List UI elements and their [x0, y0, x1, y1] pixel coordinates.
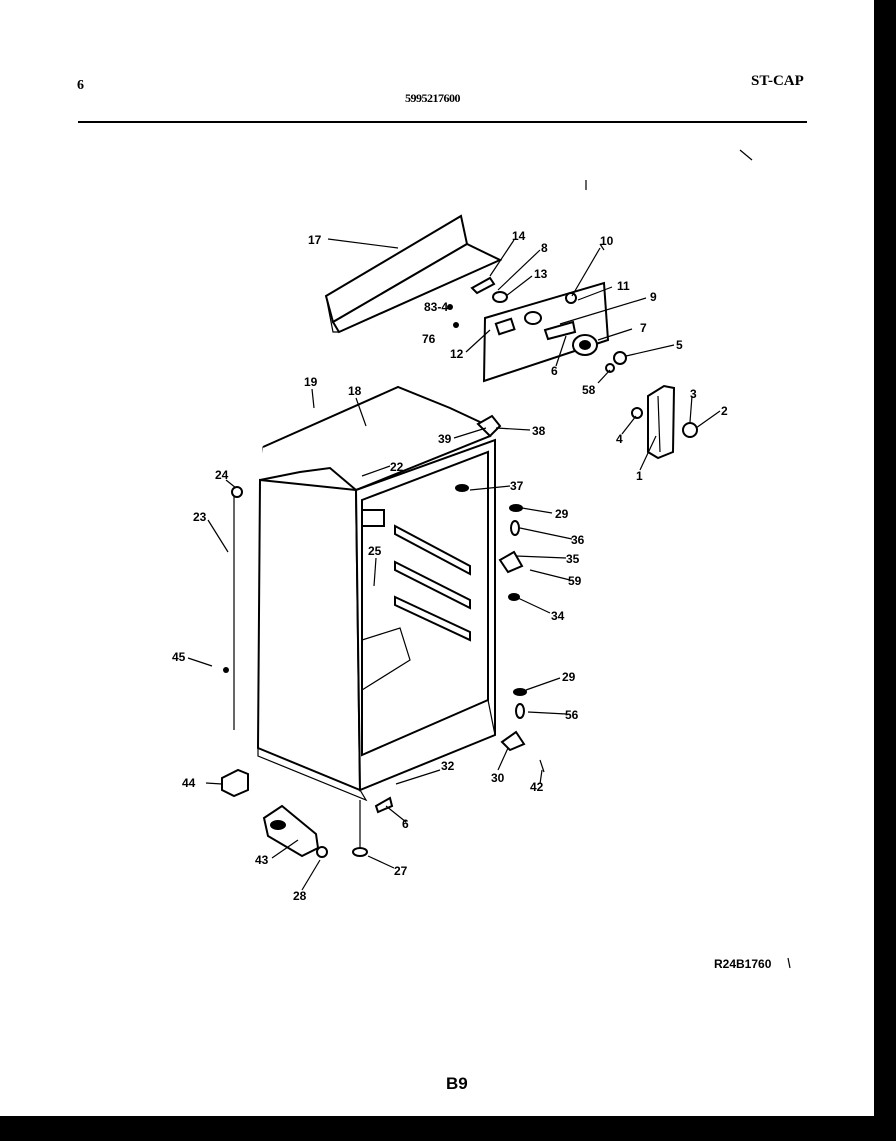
- callout-9: 9: [650, 290, 657, 304]
- stray-marks: [586, 150, 790, 968]
- door-trim-part: [632, 386, 697, 458]
- callout-34: 34: [551, 609, 565, 623]
- callout-8: 8: [541, 241, 548, 255]
- callout-6: 6: [551, 364, 558, 378]
- callout-14: 14: [512, 229, 526, 243]
- callout-45: 45: [172, 650, 186, 664]
- callout-18: 18: [348, 384, 362, 398]
- callout-58: 58: [582, 383, 596, 397]
- part-number: 5995217600: [405, 91, 460, 105]
- callout-22: 22: [390, 460, 404, 474]
- callout-25: 25: [368, 544, 382, 558]
- callout-44: 44: [182, 776, 196, 790]
- callout-19: 19: [304, 375, 318, 389]
- callout-23: 23: [193, 510, 207, 524]
- callout-42: 42: [530, 780, 544, 794]
- callout-12: 12: [450, 347, 464, 361]
- callout-29-lower: 29: [562, 670, 576, 684]
- callout-3: 3: [690, 387, 697, 401]
- callout-10: 10: [600, 234, 614, 248]
- page-number: 6: [77, 78, 84, 93]
- model-code: ST-CAP: [751, 73, 804, 89]
- page-code: B9: [446, 1074, 468, 1093]
- callout-30: 30: [491, 771, 505, 785]
- top-cover-part: [326, 216, 500, 332]
- callout-35: 35: [566, 552, 580, 566]
- callout-37: 37: [510, 479, 524, 493]
- callout-59: 59: [568, 574, 582, 588]
- callout-7: 7: [640, 321, 647, 335]
- callout-29-upper: 29: [555, 507, 569, 521]
- callout-13: 13: [534, 267, 548, 281]
- callout-24: 24: [215, 468, 229, 482]
- callout-6-lower: 6: [402, 817, 409, 831]
- callout-32: 32: [441, 759, 455, 773]
- callout-17: 17: [308, 233, 322, 247]
- callout-11: 11: [617, 279, 630, 293]
- callout-5: 5: [676, 338, 683, 352]
- callout-1: 1: [636, 469, 643, 483]
- callout-4: 4: [616, 432, 623, 446]
- callout-39: 39: [438, 432, 452, 446]
- callout-36: 36: [571, 533, 585, 547]
- callout-38: 38: [532, 424, 546, 438]
- callout-27: 27: [394, 864, 408, 878]
- cabinet-part: [258, 387, 495, 800]
- callout-43: 43: [255, 853, 269, 867]
- drawing-reference: R24B1760: [714, 957, 772, 971]
- callout-56: 56: [565, 708, 579, 722]
- callout-76: 76: [422, 332, 436, 346]
- callout-28: 28: [293, 889, 307, 903]
- callout-83-4: 83-4: [424, 300, 449, 314]
- callout-2: 2: [721, 404, 728, 418]
- drain-tube-part: [223, 487, 242, 730]
